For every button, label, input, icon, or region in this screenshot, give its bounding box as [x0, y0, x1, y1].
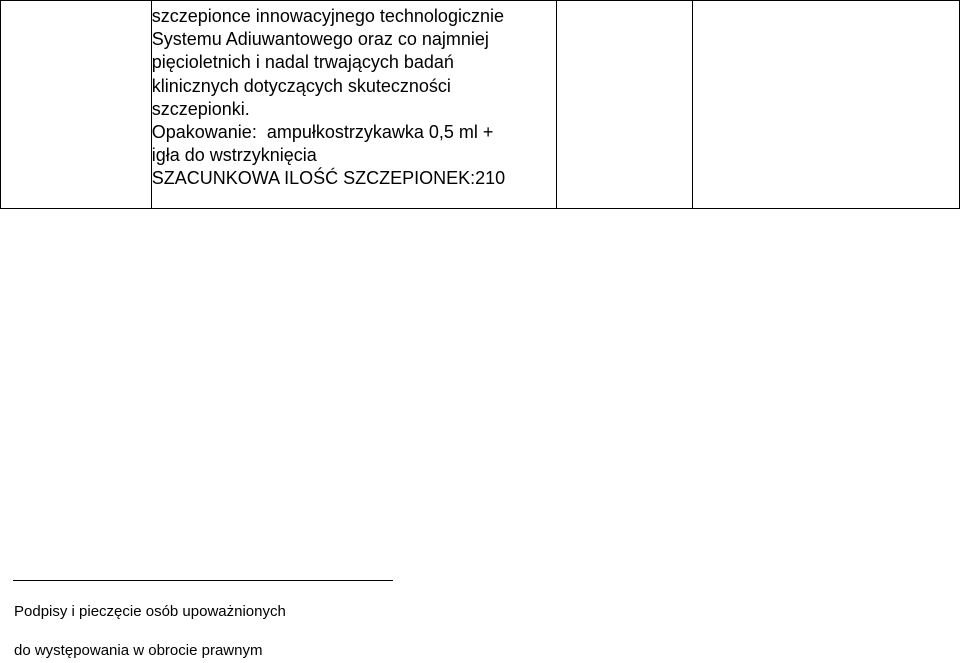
empty-cell-right [693, 1, 960, 209]
description-line: Systemu Adiuwantowego oraz co najmniej [151, 29, 489, 50]
empty-cell-middle [556, 1, 693, 209]
description-line: pięcioletnich i nadal trwających badań [151, 52, 454, 73]
signature-line [13, 580, 393, 581]
packaging-line: Opakowanie: ampułkostrzykawka 0,5 ml + [151, 122, 494, 143]
table-row [1, 1, 960, 209]
description-line: szczepionki. [151, 98, 250, 119]
product-description [152, 1, 556, 191]
items-table [0, 0, 960, 209]
empty-cell-left [1, 1, 152, 209]
signature-caption-line-2: do występowania w obrocie prawnym [14, 642, 263, 659]
description-line: szczepionce innowacyjnego technologicznie [151, 6, 504, 26]
estimated-quantity: SZACUNKOWA ILOŚĆ SZCZEPIONEK:210 [151, 168, 506, 189]
signature-caption-line-1: Podpisy i pieczęcie osób upoważnionych [14, 603, 286, 620]
packaging-line: igła do wstrzyknięcia [151, 145, 317, 166]
description-cell [151, 1, 556, 209]
description-line: klinicznych dotyczących skuteczności [151, 75, 451, 96]
